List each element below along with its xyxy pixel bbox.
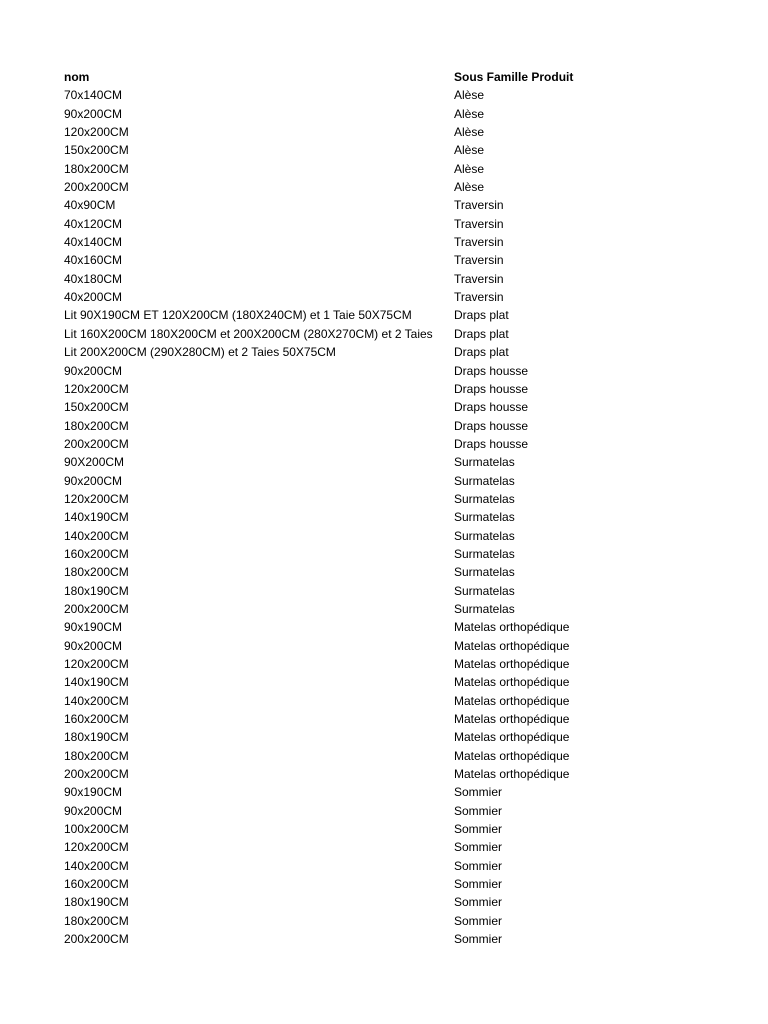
table-row (64, 325, 744, 343)
cell-nom: 120x200CM (64, 657, 129, 671)
table-row (64, 270, 744, 288)
table-row (64, 490, 744, 508)
table-row (64, 930, 744, 948)
cell-sous-famille-produit: Matelas orthopédique (454, 657, 570, 671)
cell-sous-famille-produit: Sommier (454, 785, 503, 800)
cell-nom: 200x200CM (64, 180, 129, 195)
table-row (64, 728, 744, 746)
cell-nom: 140x200CM (64, 693, 129, 708)
cell-nom: 180x200CM (64, 565, 129, 580)
cell-nom: 180x190CM (64, 895, 129, 910)
cell-sous-famille-produit: Sommier (454, 895, 503, 910)
table-header-row (64, 68, 744, 86)
table-row (64, 747, 744, 765)
table-row (64, 141, 744, 159)
table-row (64, 655, 744, 673)
cell-nom: 200x200CM (64, 767, 129, 782)
cell-nom: 180x200CM (64, 913, 129, 928)
cell-nom: 180x200CM (64, 418, 129, 433)
table-row (64, 306, 744, 324)
cell-nom: 150x200CM (64, 400, 129, 415)
cell-sous-famille-produit: Surmatelas (454, 473, 515, 488)
cell-sous-famille-produit: Alèse (454, 88, 485, 103)
table-row (64, 453, 744, 471)
cell-sous-famille-produit: Surmatelas (454, 546, 515, 561)
table-row (64, 123, 744, 141)
table-row (64, 417, 744, 435)
cell-sous-famille-produit: Alèse (454, 106, 485, 121)
table-row (64, 215, 744, 233)
cell-nom: 40x120CM (64, 216, 123, 231)
cell-nom: 40x160CM (64, 253, 123, 268)
table-row (64, 380, 744, 398)
table-row (64, 765, 744, 783)
table-row (64, 362, 744, 380)
table-row (64, 838, 744, 856)
cell-sous-famille-produit: Draps housse (454, 436, 529, 451)
cell-nom: 180x200CM (64, 748, 129, 763)
cell-nom: 40x90CM (64, 198, 116, 213)
cell-sous-famille-produit: Traversin (454, 290, 504, 305)
cell-nom: Lit 90X190CM ET 120X200CM (180X240CM) et 1 Taie 50X75CM (64, 308, 412, 323)
cell-nom: 140x190CM (64, 675, 129, 690)
table-row (64, 160, 744, 178)
cell-sous-famille-produit: Draps plat (454, 345, 509, 360)
cell-nom: 90x200CM (64, 473, 123, 488)
table-row (64, 435, 744, 453)
table-row (64, 912, 744, 930)
table-row (64, 288, 744, 306)
table-row (64, 527, 744, 545)
cell-nom: 120x200CM (64, 125, 129, 140)
cell-sous-famille-produit: Alèse (454, 125, 485, 140)
table-row (64, 857, 744, 875)
table-body (64, 86, 744, 948)
cell-nom: Lit 200X200CM (290X280CM) et 2 Taies 50X75CM (64, 345, 336, 360)
cell-sous-famille-produit: Matelas orthopédique (454, 730, 570, 745)
cell-sous-famille-produit: Sommier (454, 840, 503, 855)
cell-sous-famille-produit: Surmatelas (454, 491, 515, 506)
cell-sous-famille-produit: Draps housse (454, 418, 529, 433)
cell-sous-famille-produit: Sommier (454, 822, 503, 837)
cell-nom: 90x190CM (64, 620, 123, 635)
cell-sous-famille-produit: Alèse (454, 143, 485, 158)
cell-nom: 100x200CM (64, 822, 129, 837)
table-row (64, 251, 744, 269)
cell-nom: 180x190CM (64, 583, 129, 598)
cell-sous-famille-produit: Matelas orthopédique (454, 638, 570, 653)
cell-sous-famille-produit: Matelas orthopédique (454, 620, 570, 635)
product-table (64, 68, 744, 949)
cell-nom: 160x200CM (64, 712, 129, 727)
cell-sous-famille-produit: Surmatelas (454, 565, 515, 580)
cell-sous-famille-produit: Draps housse (454, 363, 529, 378)
cell-sous-famille-produit: Surmatelas (454, 455, 515, 470)
cell-sous-famille-produit: Sommier (454, 913, 503, 928)
table-row (64, 600, 744, 618)
table-row (64, 783, 744, 801)
cell-nom: 40x180CM (64, 271, 123, 286)
cell-sous-famille-produit: Alèse (454, 161, 485, 176)
cell-nom: 180x200CM (64, 161, 129, 176)
cell-sous-famille-produit: Surmatelas (454, 528, 515, 543)
cell-sous-famille-produit: Traversin (454, 235, 504, 250)
table-row (64, 472, 744, 490)
cell-sous-famille-produit: Matelas orthopédique (454, 712, 570, 727)
table-row (64, 893, 744, 911)
table-row (64, 343, 744, 361)
cell-sous-famille-produit: Matelas orthopédique (454, 675, 570, 690)
cell-sous-famille-produit: Draps housse (454, 400, 529, 415)
header-sous-famille-produit: Sous Famille Produit (454, 70, 574, 84)
cell-nom: 70x140CM (64, 88, 123, 103)
cell-nom: 140x200CM (64, 858, 129, 873)
table-row (64, 692, 744, 710)
cell-nom: 40x200CM (64, 290, 123, 305)
cell-nom: 90x200CM (64, 106, 123, 121)
cell-nom: 90X200CM (64, 455, 125, 470)
table-row (64, 618, 744, 636)
cell-sous-famille-produit: Alèse (454, 180, 485, 195)
cell-sous-famille-produit: Surmatelas (454, 510, 515, 525)
cell-nom: 90x200CM (64, 803, 123, 818)
table-row (64, 86, 744, 104)
table-row (64, 196, 744, 214)
cell-sous-famille-produit: Draps plat (454, 308, 509, 323)
cell-sous-famille-produit: Draps plat (454, 326, 509, 341)
cell-nom: 140x200CM (64, 528, 129, 543)
table-row (64, 105, 744, 123)
cell-nom: Lit 160X200CM 180X200CM et 200X200CM (280X270CM) et 2 Taies (64, 326, 433, 341)
cell-sous-famille-produit: Traversin (454, 198, 504, 213)
cell-sous-famille-produit: Surmatelas (454, 583, 515, 598)
cell-nom: 160x200CM (64, 546, 129, 561)
cell-sous-famille-produit: Traversin (454, 253, 504, 268)
cell-nom: 90x190CM (64, 785, 123, 800)
cell-sous-famille-produit: Surmatelas (454, 601, 515, 616)
cell-nom: 120x200CM (64, 491, 129, 506)
cell-nom: 200x200CM (64, 932, 129, 947)
cell-nom: 120x200CM (64, 381, 129, 396)
table-row (64, 545, 744, 563)
table-row (64, 398, 744, 416)
table-row (64, 673, 744, 691)
cell-nom: 200x200CM (64, 436, 129, 451)
cell-nom: 90x200CM (64, 638, 123, 653)
cell-sous-famille-produit: Matelas orthopédique (454, 693, 570, 708)
table-row (64, 875, 744, 893)
header-nom: nom (64, 70, 90, 84)
cell-sous-famille-produit: Traversin (454, 271, 504, 286)
cell-nom: 180x190CM (64, 730, 129, 745)
table-row (64, 508, 744, 526)
cell-nom: 120x200CM (64, 840, 129, 855)
cell-nom: 150x200CM (64, 143, 129, 158)
table-row (64, 710, 744, 728)
table-row (64, 178, 744, 196)
table-row (64, 563, 744, 581)
cell-nom: 200x200CM (64, 601, 129, 616)
cell-sous-famille-produit: Matelas orthopédique (454, 748, 570, 763)
cell-nom: 160x200CM (64, 877, 129, 892)
cell-sous-famille-produit: Matelas orthopédique (454, 767, 570, 782)
cell-sous-famille-produit: Draps housse (454, 381, 529, 396)
cell-nom: 40x140CM (64, 235, 123, 250)
cell-sous-famille-produit: Traversin (454, 216, 504, 231)
table-row (64, 820, 744, 838)
table-row (64, 233, 744, 251)
table-row (64, 802, 744, 820)
cell-sous-famille-produit: Sommier (454, 877, 503, 892)
table-row (64, 637, 744, 655)
cell-sous-famille-produit: Sommier (454, 803, 503, 818)
table-row (64, 582, 744, 600)
cell-nom: 140x190CM (64, 510, 129, 525)
cell-sous-famille-produit: Sommier (454, 858, 503, 873)
cell-sous-famille-produit: Sommier (454, 932, 503, 947)
cell-nom: 90x200CM (64, 363, 123, 378)
